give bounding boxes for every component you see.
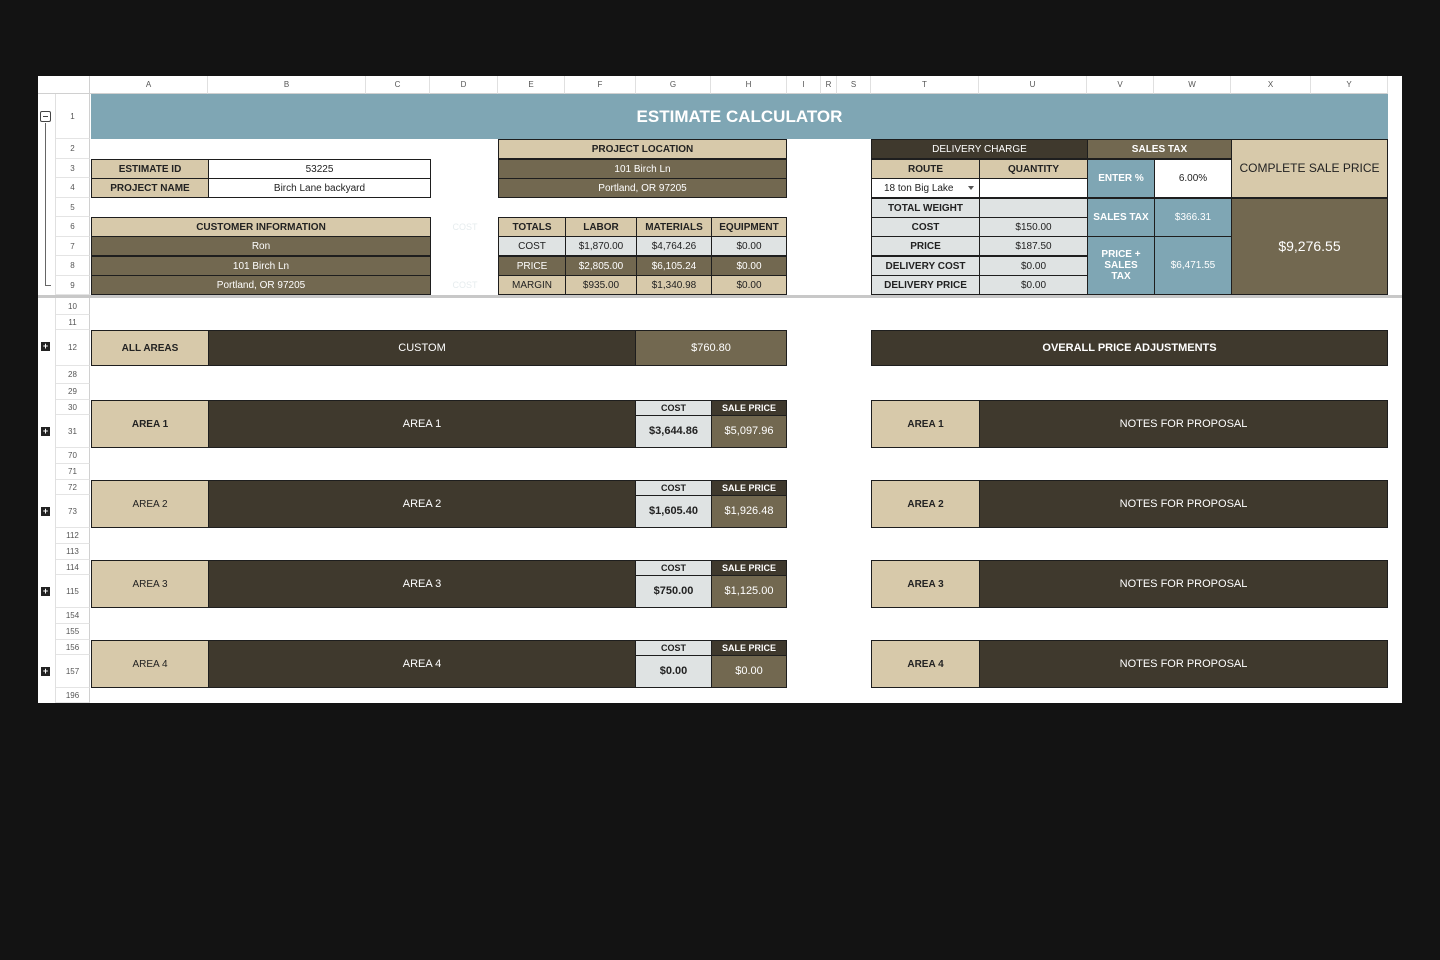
total-weight-value <box>979 198 1088 218</box>
area-cost-value: $3,644.86 <box>635 415 712 448</box>
area-cost-value: $1,605.40 <box>635 495 712 528</box>
area-name[interactable]: AREA 3 <box>208 560 636 608</box>
row-header[interactable]: 196 <box>56 688 90 703</box>
row-header[interactable]: 154 <box>56 608 90 624</box>
row-header[interactable]: 70 <box>56 448 90 464</box>
enter-tax-label: ENTER % <box>1087 159 1155 198</box>
customer-info-header: CUSTOMER INFORMATION <box>91 217 431 237</box>
quantity-field[interactable] <box>979 178 1088 198</box>
delivery-charge-header: DELIVERY CHARGE <box>871 139 1088 159</box>
area-note-label: AREA 3 <box>871 560 980 608</box>
spreadsheet <box>38 76 1402 703</box>
totals-header: TOTALS <box>498 217 566 237</box>
delivery-total-cost-label: DELIVERY COST <box>871 256 980 276</box>
project-location-header: PROJECT LOCATION <box>498 139 787 159</box>
totals-row-label: COST <box>498 236 566 256</box>
area-sale-price-header: SALE PRICE <box>711 480 787 496</box>
column-header-t[interactable]: T <box>871 76 979 94</box>
chevron-down-icon[interactable] <box>968 186 974 190</box>
area-label: AREA 3 <box>91 560 209 608</box>
row-header[interactable]: 114 <box>56 560 90 575</box>
area-cost-value: $750.00 <box>635 575 712 608</box>
row-header[interactable]: 155 <box>56 624 90 640</box>
column-header-u[interactable]: U <box>979 76 1087 94</box>
labor-price: $2,805.00 <box>565 256 637 276</box>
area-name[interactable]: AREA 4 <box>208 640 636 688</box>
row-header[interactable]: 10 <box>56 298 90 315</box>
page-title: ESTIMATE CALCULATOR <box>91 94 1388 139</box>
hidden-cost-label: COST <box>452 221 478 232</box>
delivery-price-label: PRICE <box>871 236 980 256</box>
price-plus-tax-label: PRICE + SALES TAX <box>1087 236 1155 295</box>
estimate-id-label: ESTIMATE ID <box>91 159 209 179</box>
totals-row-label: PRICE <box>498 256 566 276</box>
column-header-c[interactable]: C <box>366 76 430 94</box>
materials-margin: $1,340.98 <box>636 275 712 295</box>
sales-tax-value: $366.31 <box>1154 198 1232 237</box>
labor-cost: $1,870.00 <box>565 236 637 256</box>
project-name-field[interactable]: Birch Lane backyard <box>208 178 431 198</box>
quantity-label: QUANTITY <box>979 159 1088 179</box>
column-header-s[interactable]: S <box>837 76 871 94</box>
row-header[interactable]: 12 <box>56 330 90 366</box>
totals-row-label: MARGIN <box>498 275 566 295</box>
column-header-x[interactable]: X <box>1231 76 1311 94</box>
area-notes-field[interactable]: NOTES FOR PROPOSAL <box>979 640 1388 688</box>
area-cost-header: COST <box>635 560 712 576</box>
row-header[interactable]: 4 <box>56 178 90 198</box>
hidden-cost-label: COST <box>452 279 478 290</box>
area-label: AREA 1 <box>91 400 209 448</box>
expand-group-icon[interactable]: + <box>42 666 49 676</box>
materials-cost: $4,764.26 <box>636 236 712 256</box>
expand-group-icon[interactable]: + <box>42 426 49 436</box>
row-header[interactable]: 156 <box>56 640 90 655</box>
expand-group-icon[interactable]: + <box>42 506 49 516</box>
area-label: AREA 4 <box>91 640 209 688</box>
area-cost-header: COST <box>635 400 712 416</box>
labor-header: LABOR <box>565 217 637 237</box>
row-header[interactable]: 6 <box>56 217 90 237</box>
route-label: ROUTE <box>871 159 980 179</box>
area-sale-price-value: $5,097.96 <box>711 415 787 448</box>
area-cost-header: COST <box>635 640 712 656</box>
overall-price-adjustments-header: OVERALL PRICE ADJUSTMENTS <box>871 330 1388 366</box>
all-areas-label: ALL AREAS <box>91 330 209 366</box>
row-header[interactable]: 9 <box>56 276 90 295</box>
delivery-total-price-label: DELIVERY PRICE <box>871 275 980 295</box>
area-cost-value: $0.00 <box>635 655 712 688</box>
row-header[interactable]: 5 <box>56 198 90 217</box>
row-header[interactable]: 2 <box>56 139 90 159</box>
tax-percent-field[interactable]: 6.00% <box>1154 159 1232 198</box>
complete-sale-price-label: COMPLETE SALE PRICE <box>1231 139 1388 198</box>
expand-group-icon[interactable]: + <box>42 341 49 351</box>
area-notes-field[interactable]: NOTES FOR PROPOSAL <box>979 480 1388 528</box>
equipment-cost: $0.00 <box>711 236 787 256</box>
row-header[interactable]: 3 <box>56 159 90 178</box>
project-name-label: PROJECT NAME <box>91 178 209 198</box>
equipment-margin: $0.00 <box>711 275 787 295</box>
area-notes-field[interactable]: NOTES FOR PROPOSAL <box>979 400 1388 448</box>
route-dropdown-value: 18 ton Big Lake <box>884 182 954 194</box>
customer-street-field[interactable]: 101 Birch Ln <box>91 256 431 276</box>
row-header[interactable]: 7 <box>56 237 90 256</box>
column-header-v[interactable]: V <box>1087 76 1154 94</box>
column-header-g[interactable]: G <box>636 76 711 94</box>
area-sale-price-value: $0.00 <box>711 655 787 688</box>
row-header[interactable]: 112 <box>56 528 90 544</box>
row-header[interactable]: 73 <box>56 495 90 528</box>
column-header-b[interactable]: B <box>208 76 366 94</box>
sales-tax-label: SALES TAX <box>1087 198 1155 237</box>
sheet-corner[interactable] <box>38 76 90 94</box>
column-header-e[interactable]: E <box>498 76 565 94</box>
location-street-field[interactable]: 101 Birch Ln <box>498 159 787 179</box>
all-areas-name[interactable]: CUSTOM <box>208 330 636 366</box>
all-areas-value: $760.80 <box>635 330 787 366</box>
delivery-cost-value: $150.00 <box>979 217 1088 237</box>
column-header-w[interactable]: W <box>1154 76 1231 94</box>
column-header-h[interactable]: H <box>711 76 787 94</box>
row-header[interactable]: 157 <box>56 655 90 688</box>
column-header-i[interactable]: I <box>787 76 821 94</box>
row-header[interactable]: 11 <box>56 315 90 330</box>
column-header-f[interactable]: F <box>565 76 636 94</box>
column-header-d[interactable]: D <box>430 76 498 94</box>
row-header[interactable]: 29 <box>56 384 90 400</box>
column-header-a[interactable]: A <box>90 76 208 94</box>
area-notes-field[interactable]: NOTES FOR PROPOSAL <box>979 560 1388 608</box>
row-header[interactable]: 72 <box>56 480 90 495</box>
estimate-id-field[interactable]: 53225 <box>208 159 431 179</box>
collapse-group-icon[interactable] <box>40 111 51 122</box>
area-note-label: AREA 1 <box>871 400 980 448</box>
area-label: AREA 2 <box>91 480 209 528</box>
area-sale-price-header: SALE PRICE <box>711 560 787 576</box>
area-sale-price-header: SALE PRICE <box>711 400 787 416</box>
column-header-r[interactable]: R <box>821 76 837 94</box>
materials-price: $6,105.24 <box>636 256 712 276</box>
location-city-field[interactable]: Portland, OR 97205 <box>498 178 787 198</box>
area-cost-header: COST <box>635 480 712 496</box>
equipment-price: $0.00 <box>711 256 787 276</box>
freeze-divider[interactable] <box>38 295 1402 298</box>
row-header[interactable]: 115 <box>56 575 90 608</box>
route-dropdown[interactable] <box>871 178 980 198</box>
row-header[interactable]: 113 <box>56 544 90 560</box>
delivery-total-price-value: $0.00 <box>979 275 1088 295</box>
row-header[interactable]: 28 <box>56 366 90 384</box>
area-sale-price-value: $1,125.00 <box>711 575 787 608</box>
equipment-header: EQUIPMENT <box>711 217 787 237</box>
customer-city-field[interactable]: Portland, OR 97205 <box>91 275 431 295</box>
row-header[interactable]: 8 <box>56 256 90 276</box>
complete-sale-price-value: $9,276.55 <box>1231 198 1388 295</box>
expand-group-icon[interactable]: + <box>42 586 49 596</box>
column-header-y[interactable]: Y <box>1311 76 1388 94</box>
price-plus-tax-value: $6,471.55 <box>1154 236 1232 295</box>
total-weight-label: TOTAL WEIGHT <box>871 198 980 218</box>
group-bracket-line <box>45 123 51 286</box>
sales-tax-header: SALES TAX <box>1087 139 1232 159</box>
area-name[interactable]: AREA 1 <box>208 400 636 448</box>
area-sale-price-header: SALE PRICE <box>711 640 787 656</box>
delivery-price-value: $187.50 <box>979 236 1088 256</box>
row-header[interactable]: 71 <box>56 464 90 480</box>
area-note-label: AREA 4 <box>871 640 980 688</box>
materials-header: MATERIALS <box>636 217 712 237</box>
area-name[interactable]: AREA 2 <box>208 480 636 528</box>
row-header[interactable]: 30 <box>56 400 90 415</box>
row-header[interactable]: 31 <box>56 415 90 448</box>
row-header[interactable]: 1 <box>56 94 90 139</box>
delivery-cost-label: COST <box>871 217 980 237</box>
customer-name-field[interactable]: Ron <box>91 236 431 256</box>
area-note-label: AREA 2 <box>871 480 980 528</box>
labor-margin: $935.00 <box>565 275 637 295</box>
area-sale-price-value: $1,926.48 <box>711 495 787 528</box>
delivery-total-cost-value: $0.00 <box>979 256 1088 276</box>
